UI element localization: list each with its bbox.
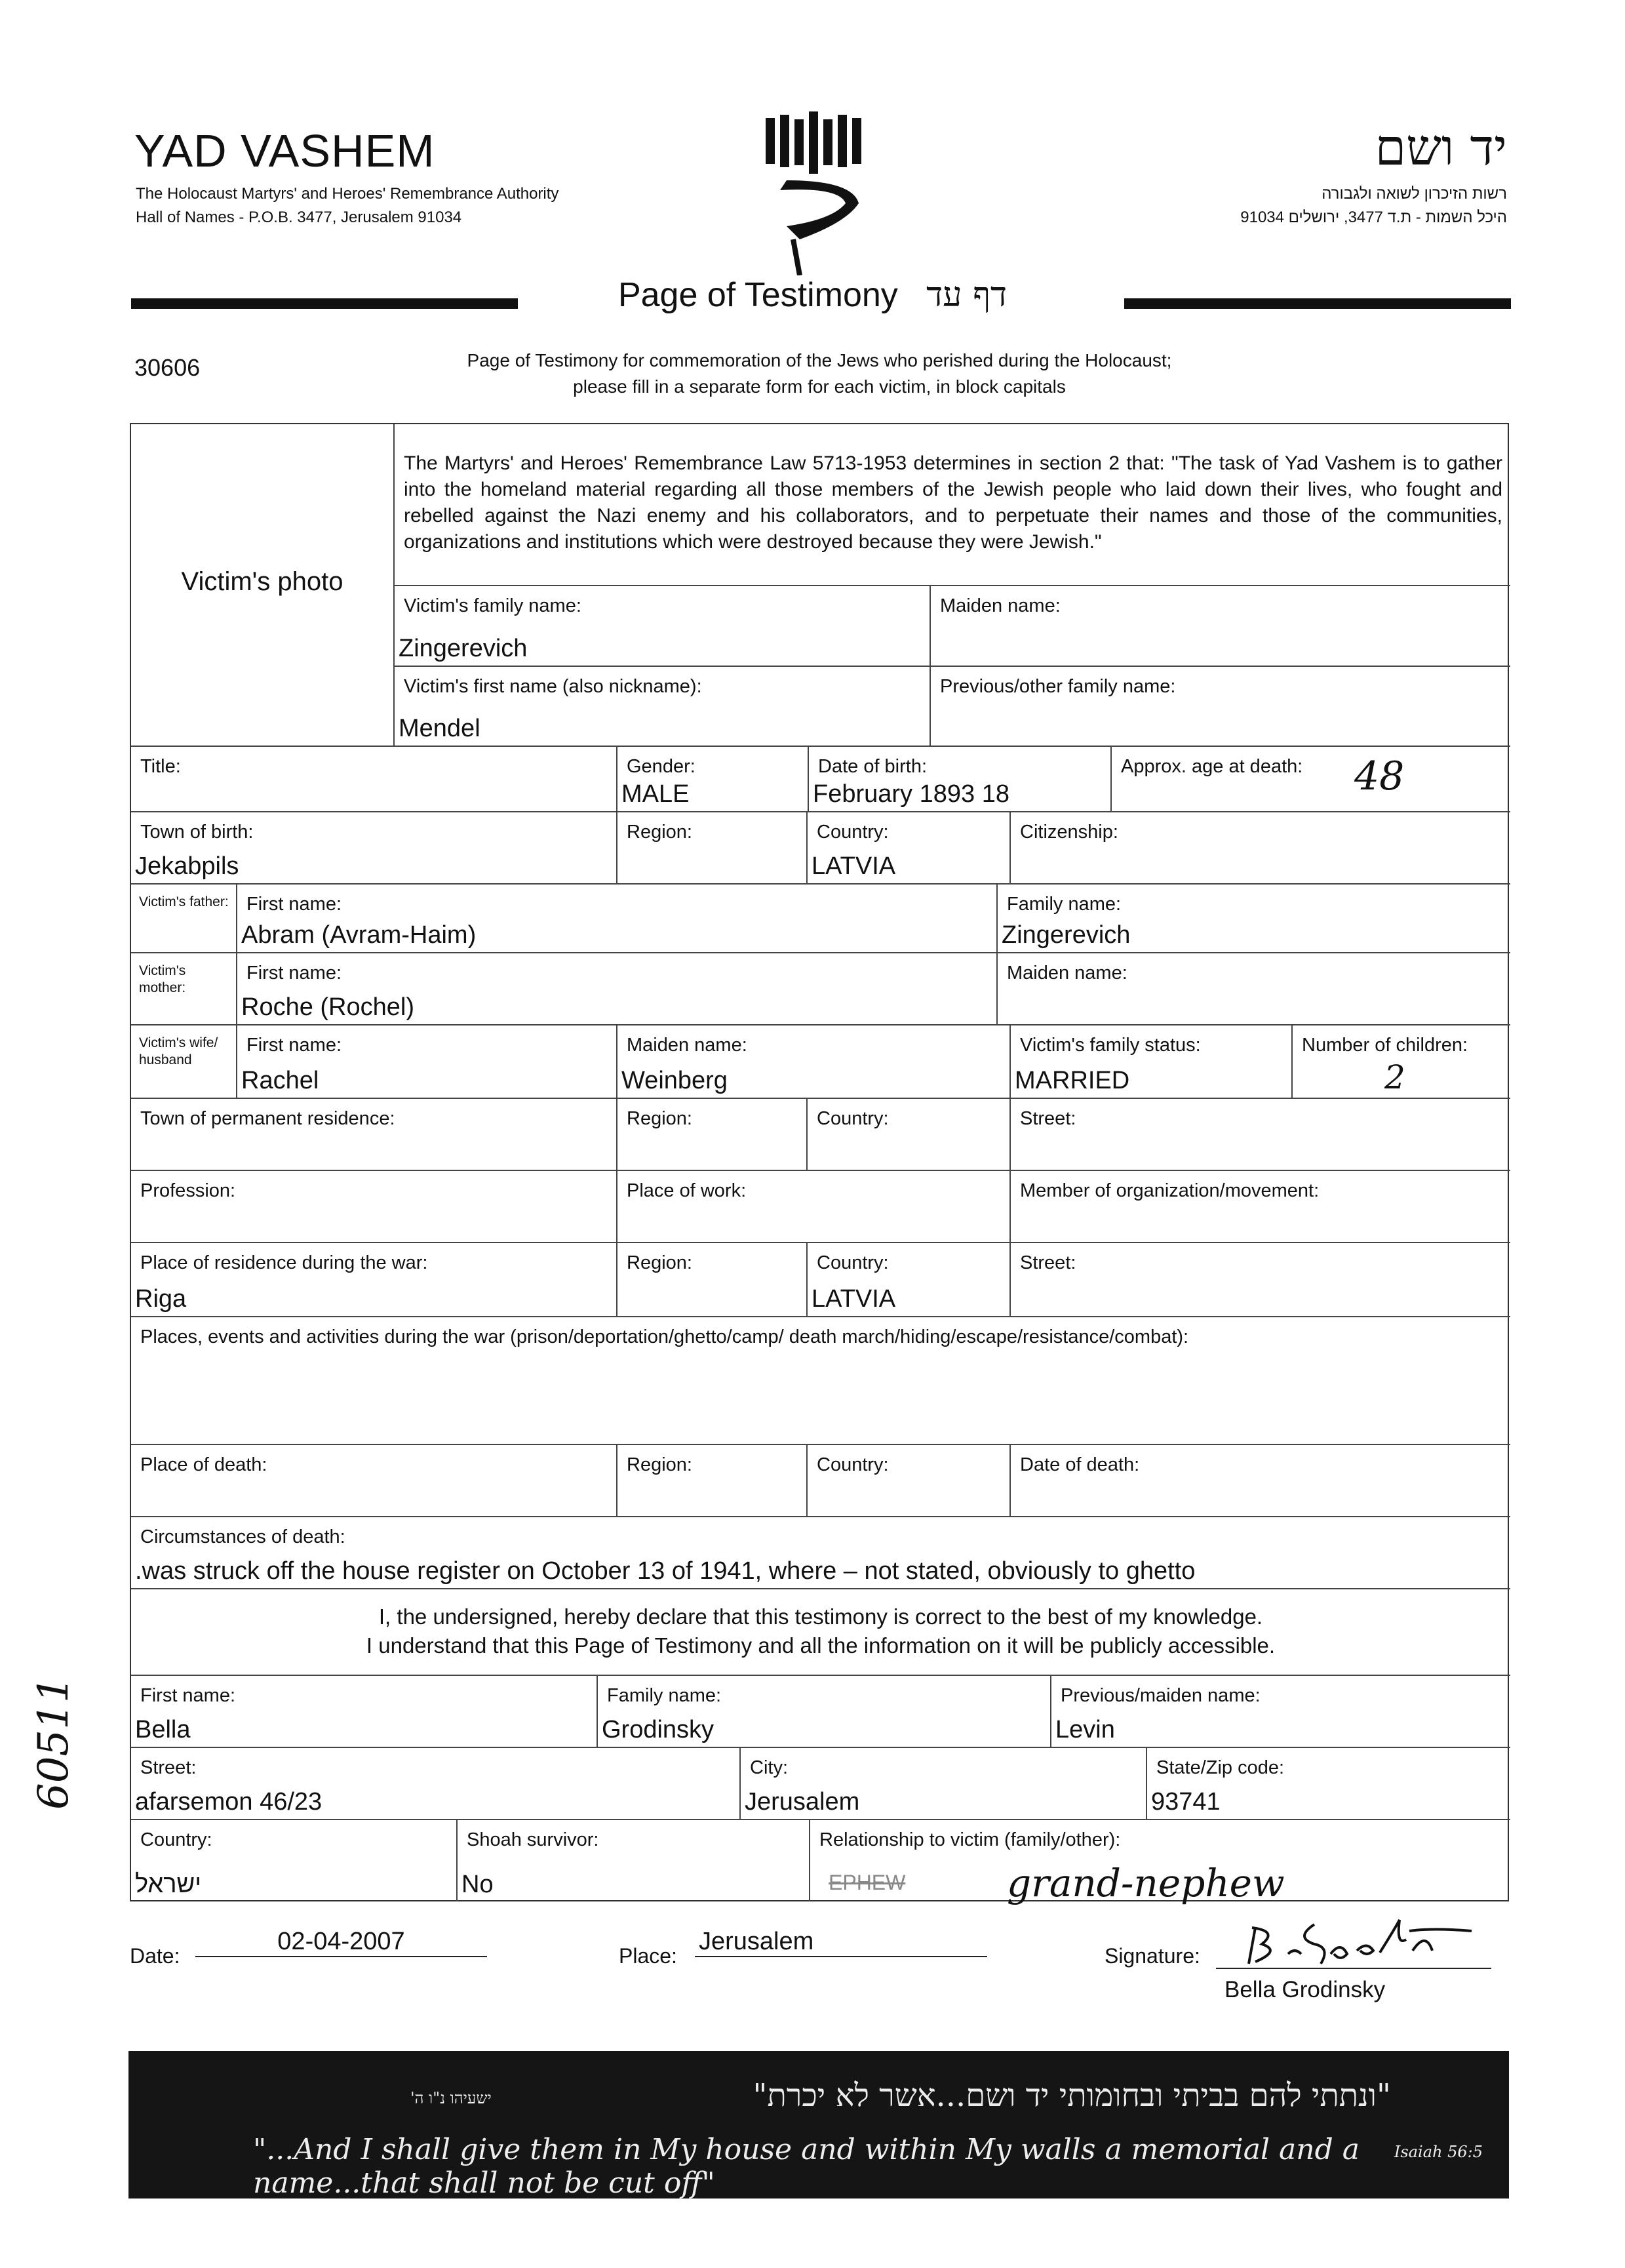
father-family-name-value: Zingerevich [1002,921,1131,949]
family-status-field: Victim's family status: MARRIED [1009,1024,1291,1098]
age-at-death-field: Approx. age at death: 48 [1110,746,1510,811]
war-country-field: Country: LATVIA [806,1242,1009,1316]
previous-family-name-field: Previous/other family name: [930,666,1510,746]
mother-first-name-value: Roche (Rochel) [241,993,414,1021]
date-value: 02-04-2007 [195,1928,487,1957]
quote-english: "...And I shall give them in My house and within My walls a memorial and a name...that shall not be cut off" [253,2133,1360,2200]
signature-scribble-icon [1216,1915,1491,1974]
place-of-work-field: Place of work: [616,1170,1009,1242]
relationship-printed-value: EPHEW [829,1871,906,1894]
birth-region-field: Region: [616,811,806,883]
menorah-logo-icon [760,111,865,275]
photo-label: Victim's photo [181,567,343,596]
shoah-survivor-field: Shoah survivor: No [456,1819,809,1901]
margin-note: 60511 [29,1676,78,1810]
quote-hebrew: "ונתתי להם בביתי ובחומותי יד ושם...אשר לא יכרת" [753,2077,1391,2114]
war-residence-value: Riga [135,1285,187,1313]
submitter-previous-name-field: Previous/maiden name: Levin [1050,1675,1510,1747]
relationship-field: Relationship to victim (family/other): EPHEW grand-nephew [809,1819,1510,1901]
submitter-family-name-value: Grodinsky [602,1716,715,1743]
place-value: Jerusalem [695,1928,987,1957]
submitter-country-field: Country: ישראל [131,1819,456,1901]
submitter-zip-field: State/Zip code: 93741 [1146,1747,1510,1819]
org-address: Hall of Names - P.O.B. 3477, Jerusalem 91034 [136,209,462,226]
father-first-name-value: Abram (Avram-Haim) [241,921,477,949]
submitter-first-name-value: Bella [135,1716,191,1743]
signature-name: Bella Grodinsky [1224,1977,1386,2002]
document-number: 30606 [134,354,201,381]
spouse-maiden-name-value: Weinberg [621,1067,728,1094]
gender-field: Gender: MALE [616,746,808,811]
father-first-name-field: First name: Abram (Avram-Haim) [236,883,996,952]
profession-field: Profession: [131,1170,616,1242]
quote-hebrew-reference: ישעיהו נ"ו ה' [410,2089,492,2107]
victim-photo-box [131,424,393,746]
org-name: YAD VASHEM [134,125,435,176]
town-of-birth-field: Town of birth: Jekabpils [131,811,616,883]
page-title: Page of Testimony דף עד [617,275,1008,315]
war-country-value: LATVIA [812,1285,896,1313]
submitter-street-field: Street: afarsemon 46/23 [131,1747,739,1819]
citizenship-field: Citizenship: [1009,811,1510,883]
war-street-field: Street: [1009,1242,1510,1316]
family-status-value: MARRIED [1015,1067,1130,1094]
residence-country-field: Country: [806,1098,1009,1170]
residence-region-field: Region: [616,1098,806,1170]
family-name-value: Zingerevich [399,635,528,662]
org-address-hebrew: היכל השמות - ת.ד 3477, ירושלים 91034 [1240,209,1507,226]
submitter-family-name-field: Family name: Grodinsky [597,1675,1050,1747]
death-country-field: Country: [806,1444,1009,1516]
title-field: Title: [131,746,616,811]
children-value: 2 [1384,1058,1405,1096]
mother-maiden-name-field: Maiden name: [996,952,1510,1024]
submitter-first-name-field: First name: Bella [131,1675,597,1747]
date-of-birth-field: Date of birth: February 1893 18 [808,746,1110,811]
town-of-birth-value: Jekabpils [135,852,239,880]
residence-street-field: Street: [1009,1098,1510,1170]
law-text: The Martyrs' and Heroes' Remembrance Law 5713-1953 determines in section 2 that: "The task of Yad Vashem is to gather into the homeland material regarding all those members of the Jewish people who laid down their lives, who fought and rebelled against the Nazi enemy and his collaborators, and to perpetuate their names and those of the communities, organizations and institutions which were destroyed because they were Jewish." [404,452,1502,553]
wartime-places-field: Places, events and activities during the war (prison/deportation/ghetto/camp/ death march/hiding/escape/resistance/combat): [131,1316,1510,1444]
dob-value: February 1893 18 [813,780,1009,808]
intro-text: Page of Testimony for commemoration of the Jews who perished during the Holocaust; please fill in a separate form for each victim, in block capitals [467,350,1172,397]
spouse-row-label: Victim's wife/ husband [131,1024,236,1098]
date-of-death-field: Date of death: [1009,1444,1510,1516]
maiden-name-field: Maiden name: [930,585,1510,666]
permanent-residence-field: Town of permanent residence: [131,1098,616,1170]
first-name-field: Victim's first name (also nickname): Mendel [393,666,930,746]
father-family-name-field: Family name: Zingerevich [996,883,1510,952]
submitter-zip-value: 93741 [1151,1788,1221,1816]
org-name-hebrew: יד ושם [1375,118,1507,176]
family-name-field: Victim's family name: Zingerevich [393,585,930,666]
quote-reference: Isaiah 56:5 [1394,2143,1483,2161]
submitter-city-value: Jerusalem [745,1788,860,1816]
death-region-field: Region: [616,1444,806,1516]
circumstances-field: Circumstances of death: .was struck off the house register on October 13 of 1941, where – not stated, obviously to ghetto [131,1516,1510,1588]
org-subtitle-hebrew: רשות הזיכרון לשואה ולגבורה [1322,185,1507,203]
children-field: Number of children: 2 [1291,1024,1510,1098]
organization-field: Member of organization/movement: [1009,1170,1510,1242]
org-subtitle: The Holocaust Martyrs' and Heroes' Remembrance Authority [136,185,559,203]
shoah-survivor-value: No [461,1871,494,1898]
place-label: Place: [619,1944,677,1968]
first-name-value: Mendel [399,715,480,742]
isaiah-quote-banner [128,2051,1509,2198]
spouse-maiden-name-field: Maiden name: Weinberg [616,1024,1009,1098]
mother-first-name-field: First name: Roche (Rochel) [236,952,996,1024]
father-row-label: Victim's father: [131,883,236,952]
declaration: I, the undersigned, hereby declare that this testimony is correct to the best of my knowledge. I understand that this Page of Testimony and all the information on it will be publicly accessible. [131,1588,1510,1675]
war-residence-field: Place of residence during the war: Riga [131,1242,616,1316]
submitter-country-value: ישראל [135,1871,202,1898]
testimony-form [130,423,1509,1905]
submitter-previous-name-value: Levin [1055,1716,1115,1743]
law-box [393,424,1510,585]
circumstances-value: .was struck off the house register on October 13 of 1941, where – not stated, obviously to ghetto [135,1557,1196,1585]
age-value: 48 [1354,753,1405,799]
mother-row-label: Victim's mother: [131,952,236,1024]
gender-value: MALE [621,780,690,808]
submitter-street-value: afarsemon 46/23 [135,1788,323,1816]
signature-label: Signature: [1105,1944,1200,1968]
birth-country-field: Country: LATVIA [806,811,1009,883]
relationship-handwritten-value: grand-nephew [1007,1861,1285,1905]
spouse-first-name-value: Rachel [241,1067,319,1094]
submitter-city-field: City: Jerusalem [739,1747,1146,1819]
date-label: Date: [130,1944,180,1968]
birth-country-value: LATVIA [812,852,896,880]
spouse-first-name-field: First name: Rachel [236,1024,616,1098]
war-region-field: Region: [616,1242,806,1316]
place-of-death-field: Place of death: [131,1444,616,1516]
